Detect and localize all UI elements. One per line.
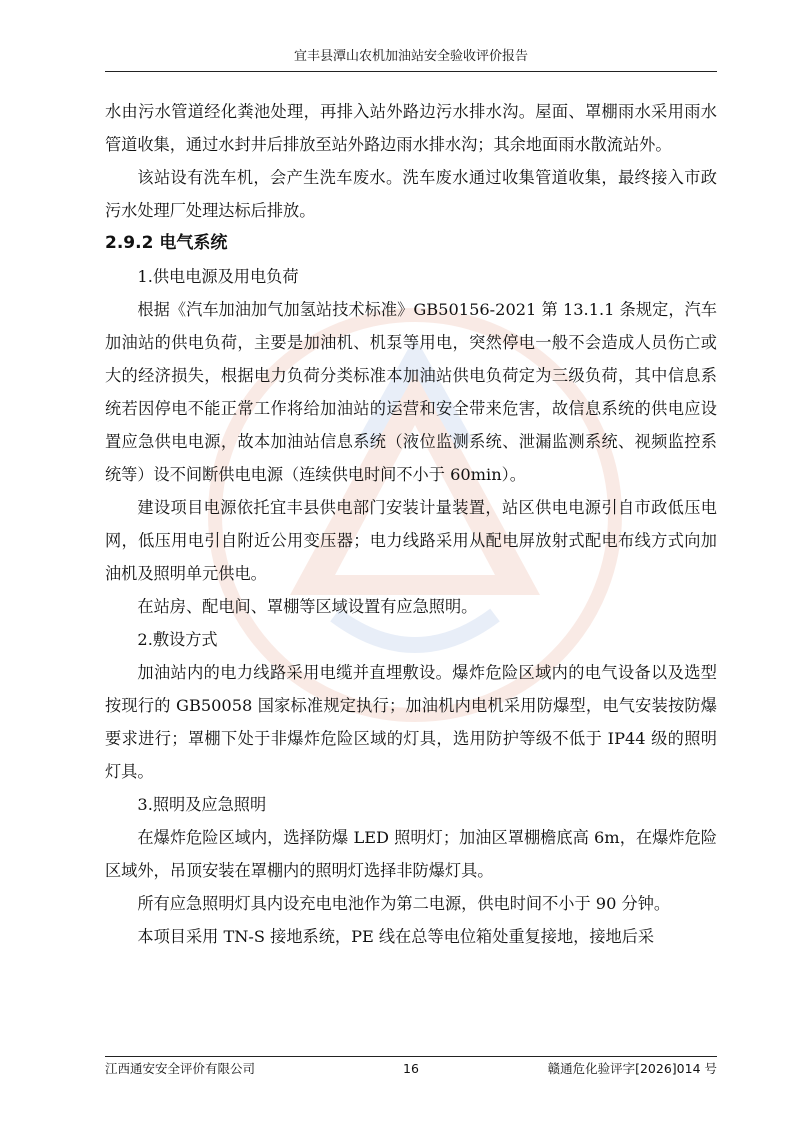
paragraph-emergency-lighting-areas: 在站房、配电间、罩棚等区域设置有应急照明。 xyxy=(137,597,478,616)
paragraph-drainage: 水由污水管道经化粪池处理，再排入站外路边污水排水沟。屋面、罩棚雨水采用雨水管道收集，通过水封井后排放至站外路边雨水排水沟；其余地面雨水散流站外。 xyxy=(105,102,717,154)
section-heading-electrical: 2.9.2 电气系统 xyxy=(105,233,228,253)
subheading-lighting: 3.照明及应急照明 xyxy=(137,795,267,814)
page-body xyxy=(105,95,717,953)
paragraph-power-source: 建设项目电源依托宜丰县供电部门安装计量装置，站区供电电源引自市政低压电网，低压用电引自附近公用变压器；电力线路采用从配电屏放射式配电布线方式向加油机及照明单元供电。 xyxy=(105,498,717,583)
page-number: 16 xyxy=(403,1061,419,1076)
subheading-laying-method: 2.敷设方式 xyxy=(137,630,218,649)
paragraph-explosion-proof-lighting: 在爆炸危险区域内，选择防爆 LED 照明灯；加油区罩棚檐底高 6m，在爆炸危险区域外，吊顶安装在罩棚内的照明灯选择非防爆灯具。 xyxy=(105,828,717,880)
paragraph-carwash: 该站设有洗车机，会产生洗车废水。洗车废水通过收集管道收集，最终接入市政污水处理厂处理达标后排放。 xyxy=(105,168,717,220)
footer-doc-number: 赣通危化验评字[2026]014 号 xyxy=(547,1061,717,1076)
paragraph-grounding: 本项目采用 TN-S 接地系统，PE 线在总等电位箱处重复接地，接地后采 xyxy=(137,927,655,946)
header-divider xyxy=(105,71,717,72)
paragraph-power-load: 根据《汽车加油加气加氢站技术标准》GB50156-2021 第 13.1.1 条规定，汽车加油站的供电负荷，主要是加油机、机泵等用电，突然停电一般不会造成人员伤亡或大的经济损失，根据电力负荷分类标准本加油站供电负荷定为三级负荷，其中信息系统若因停电不能正常工作将给加油站的运营和安全带来危害，故信息系统的供电应设置应急供电电源，故本加油站信息系统（液位监测系统、泄漏监测系统、视频监控系统等）设不间断供电电源（连续供电时间不小于 60min）。 xyxy=(105,300,717,484)
paragraph-battery-backup: 所有应急照明灯具内设充电电池作为第二电源，供电时间不小于 90 分钟。 xyxy=(137,894,671,913)
page-header: 宜丰县潭山农机加油站安全验收评价报告 xyxy=(293,49,528,64)
paragraph-cable-laying: 加油站内的电力线路采用电缆并直埋敷设。爆炸危险区域内的电气设备以及选型按现行的 GB50058 国家标准规定执行；加油机内电机采用防爆型，电气安装按防爆要求进行；罩棚下处于非爆炸危险区域的灯具，选用防护等级不低于 IP44 级的照明灯具。 xyxy=(105,663,717,781)
page-footer xyxy=(105,1060,717,1078)
subheading-power-supply: 1.供电电源及用电负荷 xyxy=(137,267,299,286)
footer-divider xyxy=(105,1056,717,1057)
footer-company: 江西通安安全评价有限公司 xyxy=(105,1061,256,1076)
